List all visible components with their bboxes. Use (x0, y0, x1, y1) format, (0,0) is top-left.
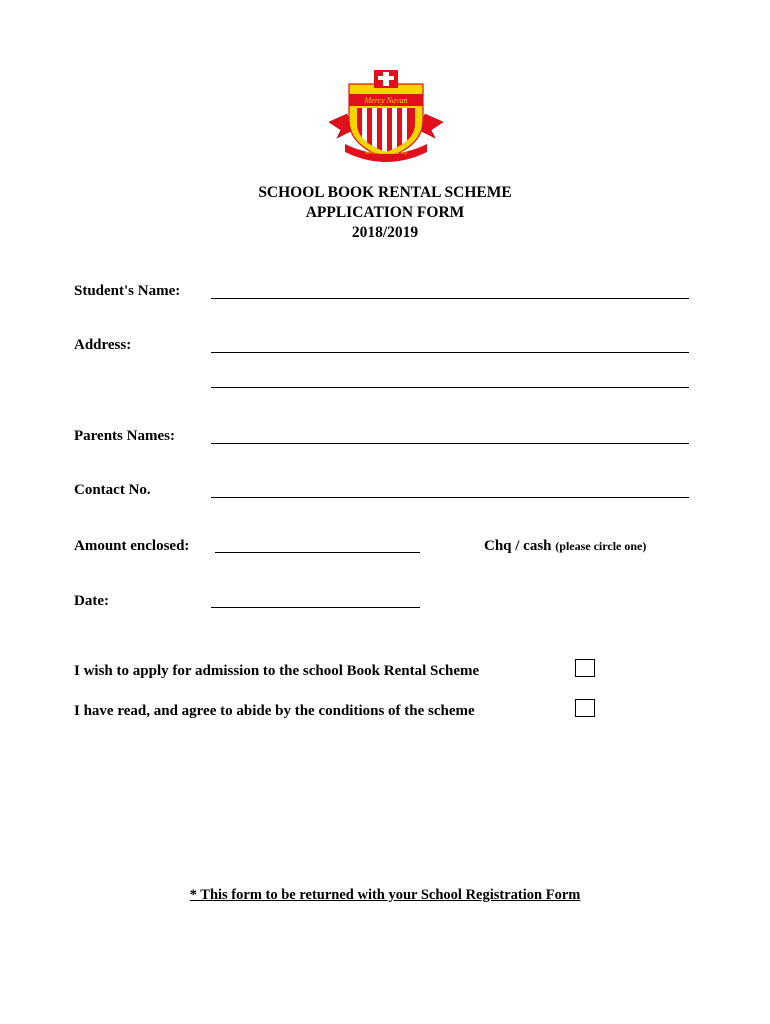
title-line-2: APPLICATION FORM (305, 204, 465, 221)
apply-checkbox-label: I wish to apply for admission to the school Book Rental Scheme (74, 663, 480, 679)
agree-checkbox[interactable] (575, 699, 595, 717)
title-line-3: 2018/2019 (351, 224, 419, 241)
contact-label: Contact No. (74, 482, 151, 498)
amount-field[interactable] (215, 552, 420, 553)
crest-banner-text: Mercy Navan (364, 96, 408, 105)
amount-label: Amount enclosed: (74, 538, 190, 554)
agree-checkbox-label: I have read, and agree to abide by the conditions of the scheme (74, 703, 475, 719)
footer-note: * This form to be returned with your School Registration Form (189, 887, 581, 903)
payment-method-note: (please circle one) (555, 539, 647, 553)
crest-motto-text: Serve the Lord in Joy (364, 151, 408, 156)
payment-method[interactable] (484, 538, 646, 555)
date-label: Date: (74, 593, 109, 609)
title-line-1: SCHOOL BOOK RENTAL SCHEME (258, 184, 512, 201)
payment-method-text: Chq / cash (484, 538, 552, 554)
school-crest-logo (327, 68, 445, 162)
date-field[interactable] (211, 607, 420, 608)
apply-checkbox[interactable] (575, 659, 595, 677)
student-name-field[interactable] (211, 298, 689, 299)
form-title (0, 183, 770, 243)
parents-names-label: Parents Names: (74, 428, 175, 444)
student-name-label: Student's Name: (74, 283, 181, 299)
address-field-line-2[interactable] (211, 387, 689, 388)
parents-names-field[interactable] (211, 443, 689, 444)
address-label: Address: (74, 337, 132, 353)
address-field-line-1[interactable] (211, 352, 689, 353)
contact-field[interactable] (211, 497, 689, 498)
